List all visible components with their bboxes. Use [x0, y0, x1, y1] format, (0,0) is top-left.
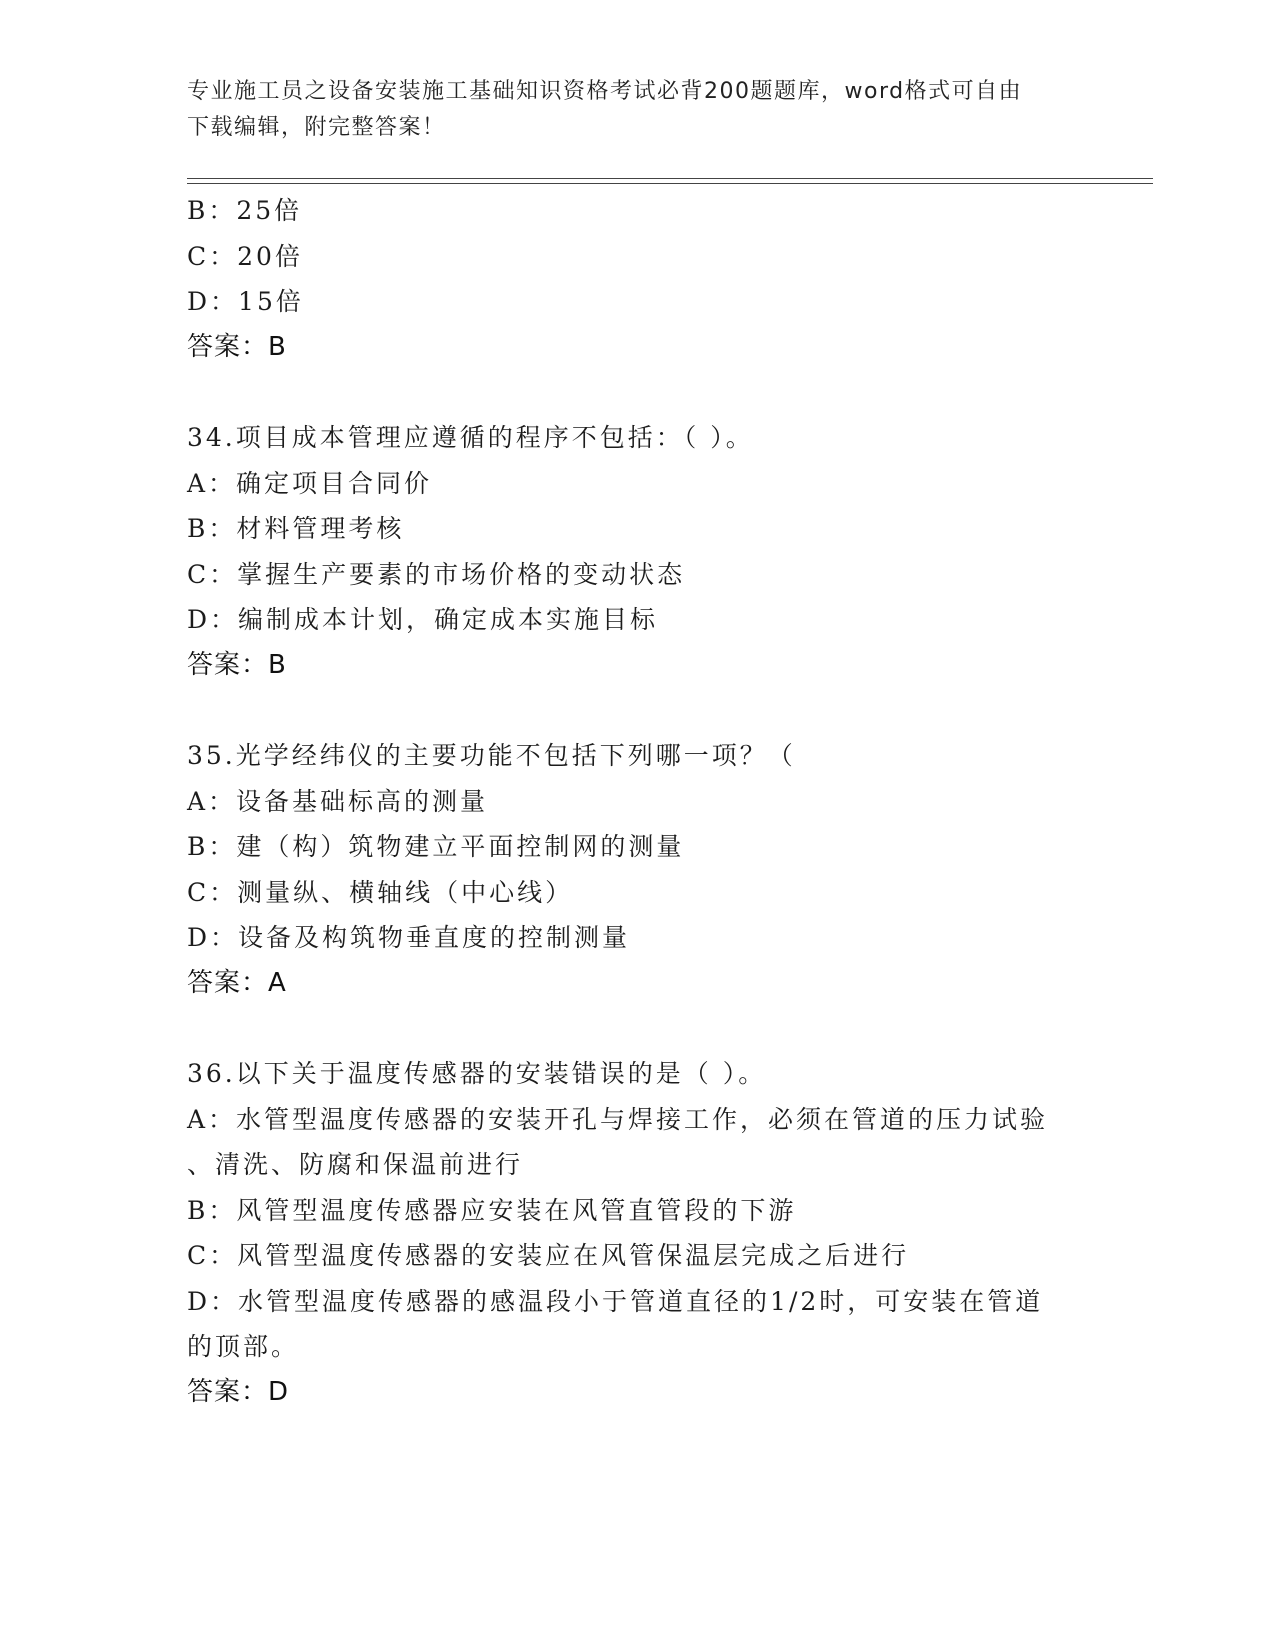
option-c: C：20倍	[187, 241, 303, 271]
header-title-line-2: 下载编辑，附完整答案！	[187, 115, 446, 140]
spacer	[187, 370, 1087, 415]
header-divider	[187, 178, 1153, 184]
answer-label: 答案：B	[187, 331, 287, 362]
question-35	[187, 733, 1087, 1006]
spacer	[187, 1006, 1087, 1051]
page-header	[187, 74, 1087, 146]
answer-label: 答案：D	[187, 1376, 290, 1407]
document-body	[187, 188, 1087, 1415]
question-stem: 36.以下关于温度传感器的安装错误的是（ ）。	[187, 1059, 767, 1088]
question-stem: 34.项目成本管理应遵循的程序不包括：（ ）。	[187, 423, 754, 452]
question-stem: 35.光学经纬仪的主要功能不包括下列哪一项？（	[187, 741, 796, 770]
option-d: D：15倍	[187, 287, 304, 316]
option-d: D：编制成本计划，确定成本实施目标	[187, 605, 659, 634]
option-d-continued: 的顶部。	[187, 1332, 300, 1361]
option-d: D：水管型温度传感器的感温段小于管道直径的1/2时，可安装在管道	[187, 1286, 1044, 1316]
option-b: B：25倍	[187, 196, 303, 225]
option-a: A：水管型温度传感器的安装开孔与焊接工作，必须在管道的压力试验	[187, 1104, 1049, 1134]
option-c: C：掌握生产要素的市场价格的变动状态	[187, 559, 686, 589]
spacer	[187, 688, 1087, 733]
option-b: B：建（构）筑物建立平面控制网的测量	[187, 832, 685, 861]
option-a: A：设备基础标高的测量	[187, 786, 489, 816]
option-a-continued: 、清洗、防腐和保温前进行	[187, 1150, 524, 1179]
question-36	[187, 1051, 1087, 1415]
option-c: C：风管型温度传感器的安装应在风管保温层完成之后进行	[187, 1241, 910, 1270]
header-title-line-1: 专业施工员之设备安装施工基础知识资格考试必背200题题库，word格式可自由	[187, 79, 1023, 104]
option-c: C：测量纵、横轴线（中心线）	[187, 877, 574, 907]
question-33-continued	[187, 188, 1087, 370]
option-b: B：风管型温度传感器应安装在风管直管段的下游	[187, 1195, 797, 1225]
option-b: B：材料管理考核	[187, 514, 405, 543]
answer-label: 答案：A	[187, 967, 287, 998]
answer-label: 答案：B	[187, 649, 287, 680]
question-34	[187, 415, 1087, 688]
option-a: A：确定项目合同价	[187, 468, 433, 498]
option-d: D：设备及构筑物垂直度的控制测量	[187, 923, 631, 952]
